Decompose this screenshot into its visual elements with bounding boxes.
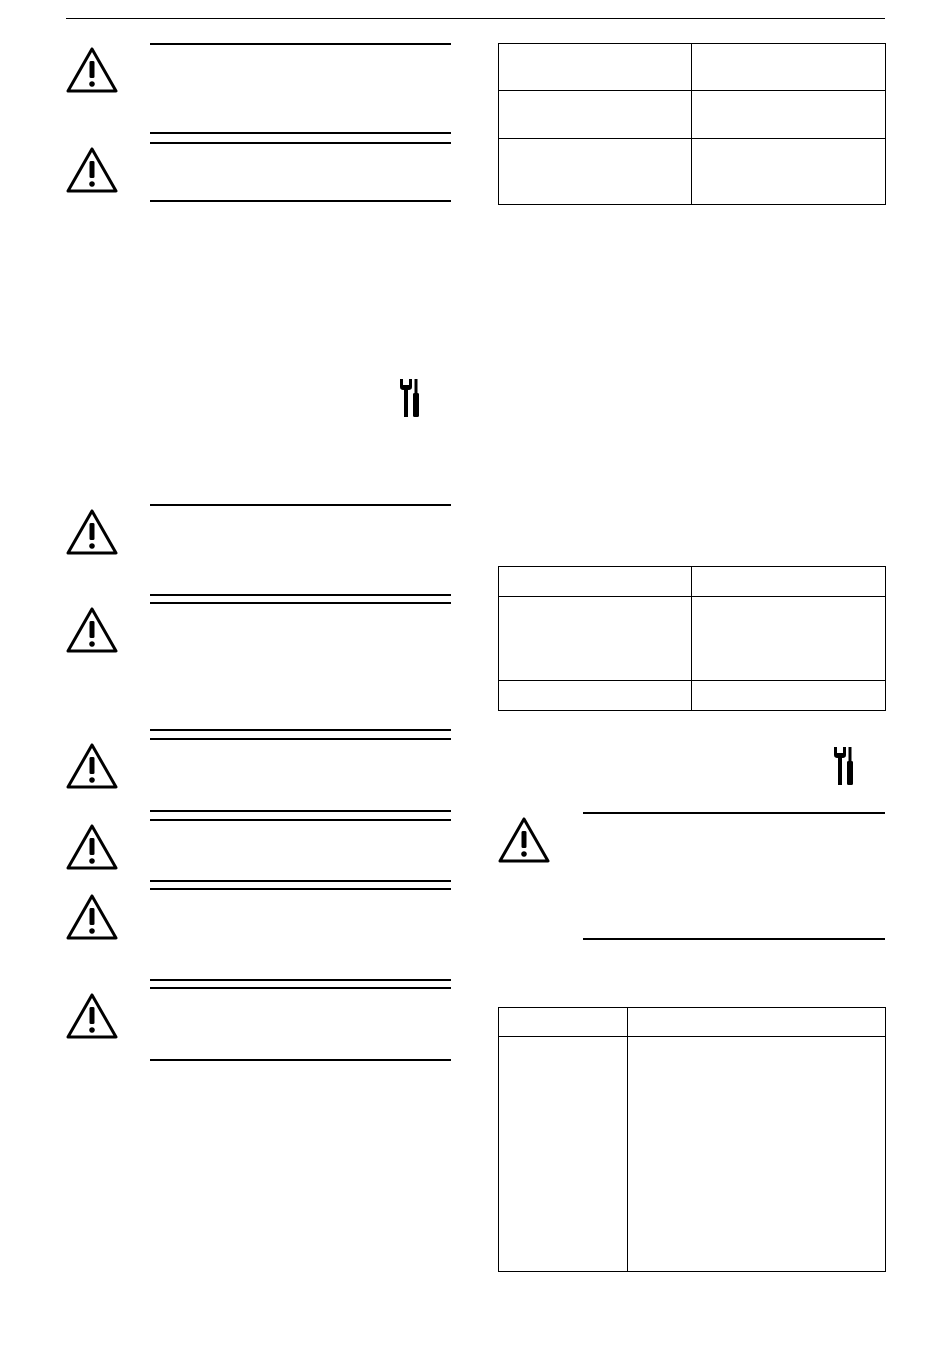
table-row (499, 681, 886, 711)
table-cell (499, 44, 692, 91)
table-cell (692, 138, 886, 204)
warning-bottom-rule (150, 1059, 451, 1061)
table-row (499, 1037, 886, 1272)
table-cell (692, 681, 886, 711)
warning-bottom-rule (150, 200, 451, 202)
warning-icon (66, 992, 118, 1040)
table-cell (628, 1037, 886, 1272)
warning-bottom-rule (583, 938, 885, 940)
warning-top-rule (150, 504, 451, 506)
warning-bottom-rule (150, 979, 451, 981)
warning-bottom-rule (150, 729, 451, 731)
warning-top-rule (150, 987, 451, 989)
warning-icon (66, 823, 118, 871)
warning-bottom-rule (150, 594, 451, 596)
warning-top-rule (150, 888, 451, 890)
table-3 (498, 1007, 886, 1272)
warning-top-rule (150, 602, 451, 604)
header-rule (66, 18, 885, 19)
tools-icon (398, 377, 422, 419)
table-cell (692, 597, 886, 681)
warning-top-rule (150, 142, 451, 144)
table-cell (499, 91, 692, 138)
table-cell (692, 567, 886, 597)
warning-top-rule (583, 812, 885, 814)
table-1 (498, 43, 886, 205)
table-cell (499, 1037, 628, 1272)
warning-icon (66, 508, 118, 556)
table-row (499, 597, 886, 681)
warning-top-rule (150, 738, 451, 740)
warning-bottom-rule (150, 880, 451, 882)
table-row (499, 1008, 886, 1037)
warning-top-rule (150, 43, 451, 45)
warning-icon (66, 146, 118, 194)
table-cell (499, 597, 692, 681)
warning-bottom-rule (150, 810, 451, 812)
warning-icon (66, 606, 118, 654)
table-cell (499, 681, 692, 711)
table-cell (628, 1008, 886, 1037)
table-row (499, 567, 886, 597)
warning-bottom-rule (150, 132, 451, 134)
warning-icon (66, 46, 118, 94)
table-row (499, 138, 886, 204)
table-cell (499, 1008, 628, 1037)
table-row (499, 44, 886, 91)
warning-top-rule (150, 819, 451, 821)
table-cell (692, 91, 886, 138)
table-cell (499, 138, 692, 204)
table-cell (692, 44, 886, 91)
warning-icon (498, 816, 550, 864)
table-row (499, 91, 886, 138)
tools-icon (832, 745, 856, 787)
table-2 (498, 566, 886, 711)
warning-icon (66, 893, 118, 941)
table-cell (499, 567, 692, 597)
warning-icon (66, 742, 118, 790)
